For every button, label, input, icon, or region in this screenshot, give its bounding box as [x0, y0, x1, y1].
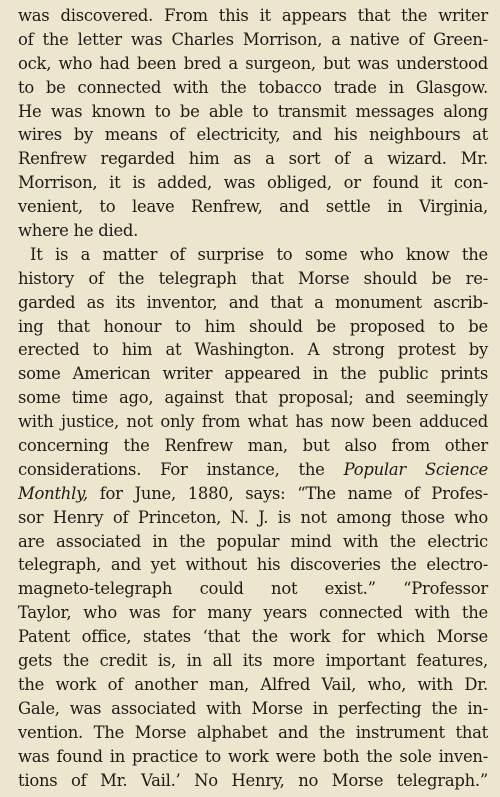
text-line: of the letter was Charles Morrison, a native of Green-	[18, 29, 488, 49]
text-line: telegraph, and yet without his discoveries the electro-	[18, 555, 488, 575]
text-line	[18, 458, 488, 482]
text-line: history of the telegraph that Morse should be re-	[18, 268, 488, 288]
text-line: gets the credit is, in all its more important features,	[18, 651, 488, 671]
text-line: some American writer appeared in the public prints	[18, 364, 488, 384]
text-line: Taylor, who was for many years connected with the	[18, 603, 488, 623]
text-line: the work of another man, Alfred Vail, who, with Dr.	[18, 674, 488, 694]
text-line: erected to him at Washington. A strong protest by	[18, 340, 488, 360]
text-line: sor Henry of Princeton, N. J. is not among those who	[18, 507, 488, 527]
text-line: tions of Mr. Vail.’ No Henry, no Morse telegraph.”	[18, 770, 488, 790]
paragraph-start-line: It is a matter of surprise to some who know the	[30, 244, 488, 264]
text-line: to be connected with the tobacco trade in Glasgow.	[18, 77, 488, 97]
text-line: Morrison, it is added, was obliged, or found it con-	[18, 173, 488, 193]
paragraph-end-line: where he died.	[18, 221, 139, 241]
text-line: venient, to leave Renfrew, and settle in Virginia,	[18, 197, 488, 217]
text-line: vention. The Morse alphabet and the instrument that	[18, 722, 488, 742]
text-line: garded as its inventor, and that a monument ascrib-	[18, 292, 488, 312]
text-line: concerning the Renfrew man, but also from other	[18, 436, 488, 456]
text-line: are associated in the popular mind with the electric	[18, 531, 488, 551]
text-line: Renfrew regarded him as a sort of a wizard. Mr.	[18, 149, 488, 169]
text-line: ock, who had been bred a surgeon, but was understood	[18, 53, 488, 73]
text-line: some time ago, against that proposal; and seemingly	[18, 388, 488, 408]
text-line: was discovered. From this it appears that the writer	[18, 6, 488, 25]
text-line: was found in practice to work were both the sole inven-	[18, 746, 488, 766]
text-line: with justice, not only from what has now been adduced	[18, 412, 488, 432]
text-line: He was known to be able to transmit messages along	[18, 101, 488, 121]
text-line: ing that honour to him should be proposed to be	[18, 316, 488, 336]
journal-title-italic: Popular Science	[343, 459, 488, 479]
line-text: considerations. For instance, the	[18, 459, 344, 479]
line-text: for June, 1880, says: “The name of Profes-	[87, 483, 488, 503]
text-line: Patent office, states ‘that the work for which Morse	[18, 627, 488, 647]
text-line: magneto-telegraph could not exist.” “Professor	[18, 579, 488, 599]
journal-title-italic: Monthly,	[18, 483, 88, 503]
body-text	[18, 4, 488, 792]
text-line: Gale, was associated with Morse in perfecting the in-	[18, 698, 488, 718]
text-line	[18, 482, 488, 506]
text-line: wires by means of electricity, and his neighbours at	[18, 125, 488, 145]
